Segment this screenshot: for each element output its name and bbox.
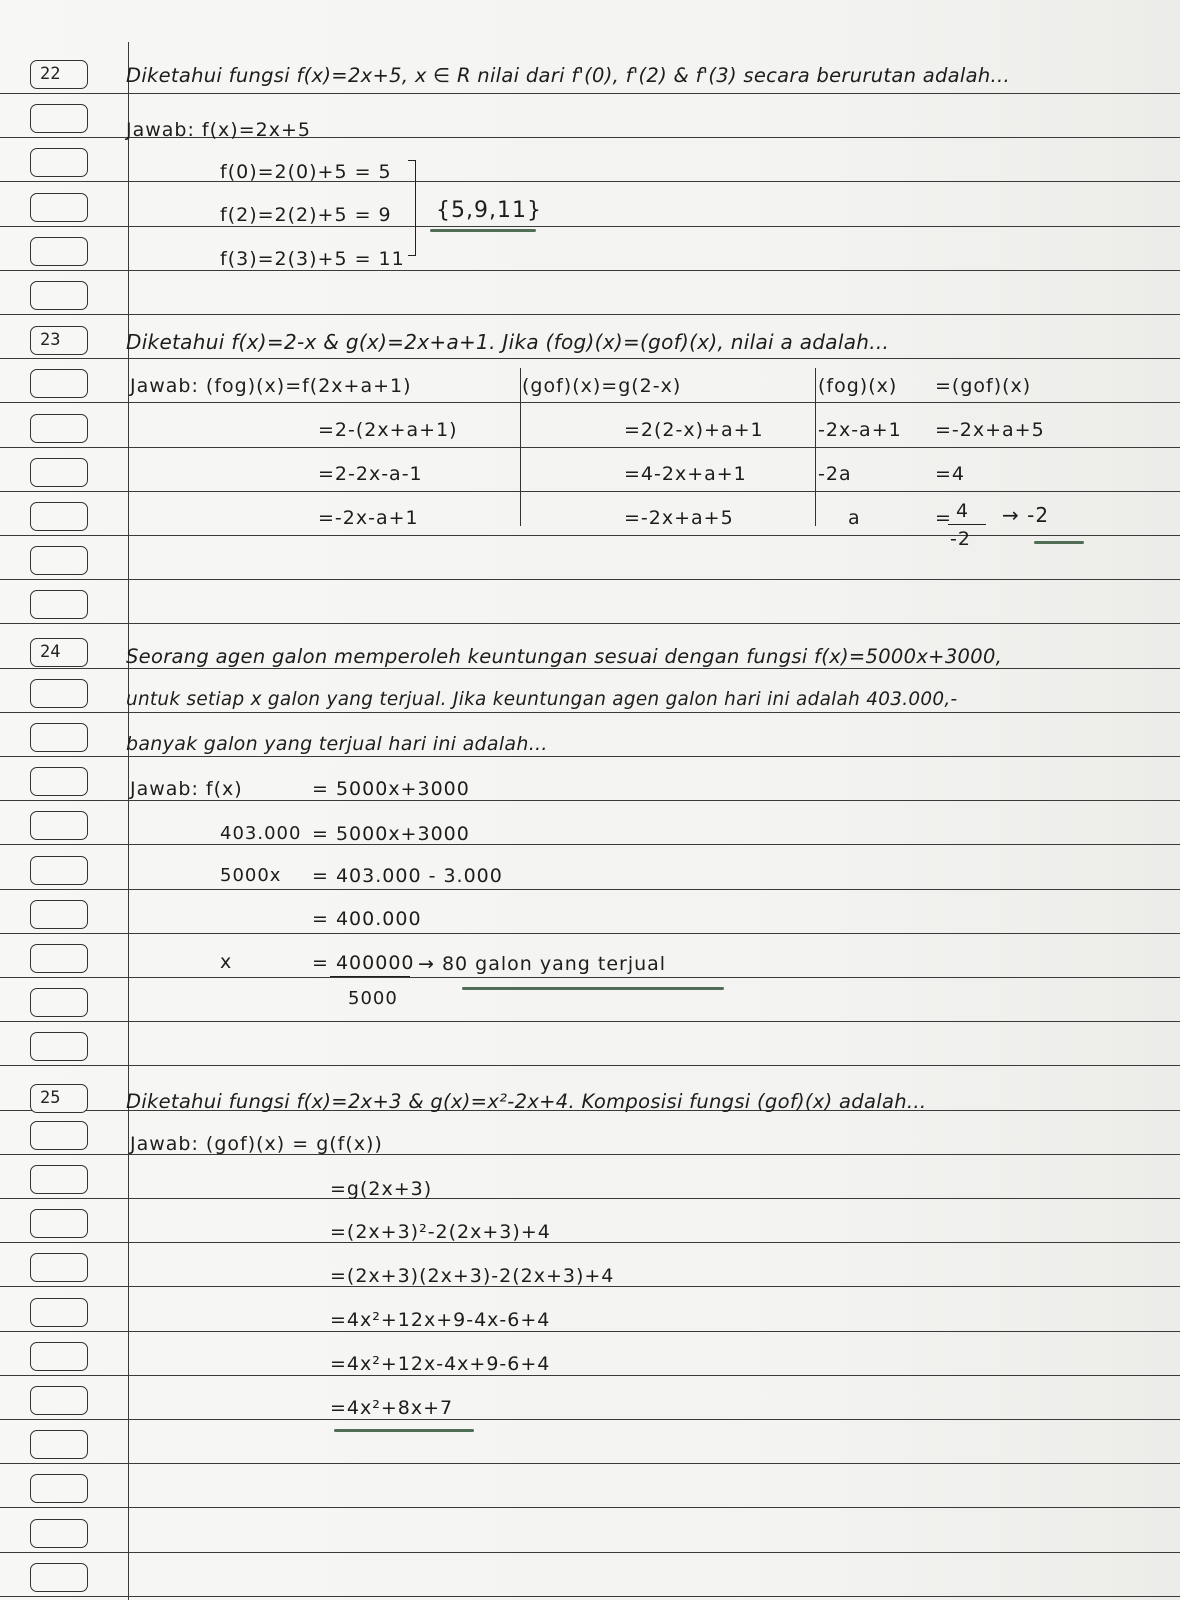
answer-intro: Jawab: (gof)(x) = g(f(x)) — [130, 1133, 383, 1155]
fraction-numerator: = 400000 — [312, 952, 415, 974]
empty-margin-box — [30, 1474, 88, 1503]
empty-margin-box — [30, 767, 88, 796]
empty-margin-box — [30, 546, 88, 575]
result: → 80 galon yang terjual — [418, 953, 667, 975]
step-line: -2a — [818, 463, 852, 485]
empty-margin-box — [30, 1298, 88, 1327]
empty-margin-box — [30, 369, 88, 398]
ruled-line — [0, 1242, 1180, 1243]
empty-margin-box — [30, 1209, 88, 1238]
ruled-line — [0, 181, 1180, 182]
fraction-denominator: 5000 — [348, 988, 398, 1009]
empty-margin-box — [30, 1121, 88, 1150]
ruled-line — [0, 1198, 1180, 1199]
empty-margin-box — [30, 237, 88, 266]
problem-number: 23 — [40, 330, 61, 350]
empty-margin-box — [30, 148, 88, 177]
ruled-line — [0, 491, 1180, 492]
problem-number-box — [30, 1084, 88, 1113]
ruled-line — [0, 800, 1180, 801]
step-line: = 403.000 - 3.000 — [312, 865, 503, 887]
empty-margin-box — [30, 723, 88, 752]
question-text: Seorang agen galon memperoleh keuntungan sesuai dengan fungsi f(x)=5000x+3000, — [126, 645, 1003, 668]
problem-number-box — [30, 326, 88, 355]
problem-number: 22 — [40, 64, 61, 84]
ruled-line — [0, 1021, 1180, 1022]
step-line: f(2)=2(2)+5 = 9 — [220, 204, 392, 226]
ruled-line — [0, 402, 1180, 403]
step-line: =(2x+3)(2x+3)-2(2x+3)+4 — [330, 1265, 615, 1287]
fraction-denominator: -2 — [950, 528, 971, 550]
step-line: (fog)(x) — [818, 375, 898, 397]
fraction-numerator: 4 — [956, 500, 970, 522]
ruled-line — [0, 93, 1180, 94]
empty-margin-box — [30, 944, 88, 973]
ruled-line — [0, 1463, 1180, 1464]
ruled-line — [0, 226, 1180, 227]
ruled-line — [0, 933, 1180, 934]
step-line: Jawab: (fog)(x)=f(2x+a+1) — [130, 375, 412, 397]
empty-margin-box — [30, 1342, 88, 1371]
empty-margin-box — [30, 1386, 88, 1415]
step-line: =4 — [935, 463, 966, 485]
empty-margin-box — [30, 811, 88, 840]
ruled-line — [0, 712, 1180, 713]
step-line: =2-2x-a-1 — [318, 463, 423, 485]
result: {5,9,11} — [436, 198, 542, 223]
answer-intro: Jawab: f(x)=2x+5 — [126, 119, 311, 141]
ruled-line — [0, 1375, 1180, 1376]
ruled-line — [0, 447, 1180, 448]
step-line: (gof)(x)=g(2-x) — [522, 375, 682, 397]
empty-margin-box — [30, 679, 88, 708]
step-line: f(0)=2(0)+5 = 5 — [220, 161, 392, 183]
step-line: = 400.000 — [312, 908, 422, 930]
step-line: Jawab: f(x) — [130, 778, 243, 800]
ruled-line — [0, 623, 1180, 624]
ruled-line — [0, 756, 1180, 757]
step-line: =-2x+a+5 — [935, 419, 1045, 441]
empty-margin-box — [30, 856, 88, 885]
step-line: =g(2x+3) — [330, 1178, 433, 1200]
empty-margin-box — [30, 1165, 88, 1194]
problem-number: 24 — [40, 642, 61, 662]
empty-margin-box — [30, 988, 88, 1017]
ruled-line — [0, 1419, 1180, 1420]
column-divider — [520, 368, 521, 526]
step-line: =2(2-x)+a+1 — [624, 419, 764, 441]
empty-margin-box — [30, 1253, 88, 1282]
step-line: =2-(2x+a+1) — [318, 419, 458, 441]
ruled-line — [0, 270, 1180, 271]
question-text: Diketahui fungsi f(x)=2x+3 & g(x)=x²-2x+4. Komposisi fungsi (gof)(x) adalah... — [126, 1090, 927, 1113]
highlight-underline — [430, 229, 536, 232]
ruled-line — [0, 314, 1180, 315]
empty-margin-box — [30, 458, 88, 487]
question-text: Diketahui fungsi f(x)=2x+5, x ∈ R nilai dari f'(0), f'(2) & f'(3) secara berurutan adalah... — [126, 64, 1011, 87]
fraction-bar — [330, 976, 410, 977]
step-line: = 5000x+3000 — [312, 778, 470, 800]
step-line: =4x²+12x+9-4x-6+4 — [330, 1309, 551, 1331]
problem-number-box — [30, 638, 88, 667]
step-line: =-2x-a+1 — [318, 507, 419, 529]
step-line: a — [848, 507, 861, 529]
empty-margin-box — [30, 414, 88, 443]
question-text: untuk setiap x galon yang terjual. Jika keuntungan agen galon hari ini adalah 403.000,- — [126, 689, 958, 710]
ruled-line — [0, 668, 1180, 669]
step-line: =4x²+8x+7 — [330, 1397, 454, 1419]
highlight-underline — [1034, 541, 1084, 544]
step-line: =(gof)(x) — [935, 375, 1032, 397]
empty-margin-box — [30, 1563, 88, 1592]
step-line: x — [220, 951, 233, 973]
result: → -2 — [1002, 503, 1050, 527]
step-line: f(3)=2(3)+5 = 11 — [220, 248, 405, 270]
fraction-bar — [948, 524, 986, 525]
ruled-line — [0, 1596, 1180, 1597]
step-line: = 5000x+3000 — [312, 823, 470, 845]
empty-margin-box — [30, 193, 88, 222]
step-line: =4x²+12x-4x+9-6+4 — [330, 1353, 551, 1375]
step-line: = — [935, 507, 952, 529]
ruled-line — [0, 1507, 1180, 1508]
ruled-line — [0, 1331, 1180, 1332]
step-line: 403.000 — [220, 823, 302, 844]
step-line: -2x-a+1 — [818, 419, 902, 441]
empty-margin-box — [30, 1430, 88, 1459]
empty-margin-box — [30, 281, 88, 310]
bracket — [408, 160, 416, 256]
question-text: Diketahui f(x)=2-x & g(x)=2x+a+1. Jika (fog)(x)=(gof)(x), nilai a adalah... — [126, 330, 890, 354]
ruled-line — [0, 889, 1180, 890]
ruled-line — [0, 535, 1180, 536]
margin-line — [128, 42, 129, 1600]
empty-margin-box — [30, 104, 88, 133]
column-divider — [815, 368, 816, 526]
ruled-line — [0, 358, 1180, 359]
step-line: =-2x+a+5 — [624, 507, 734, 529]
highlight-underline — [334, 1429, 474, 1432]
empty-margin-box — [30, 1519, 88, 1548]
ruled-line — [0, 844, 1180, 845]
problem-number: 25 — [40, 1088, 61, 1108]
ruled-line — [0, 977, 1180, 978]
empty-margin-box — [30, 900, 88, 929]
step-line: =(2x+3)²-2(2x+3)+4 — [330, 1221, 551, 1243]
step-line: 5000x — [220, 865, 282, 886]
step-line: =4-2x+a+1 — [624, 463, 747, 485]
empty-margin-box — [30, 502, 88, 531]
ruled-line — [0, 1065, 1180, 1066]
empty-margin-box — [30, 590, 88, 619]
problem-number-box — [30, 60, 88, 89]
question-text: banyak galon yang terjual hari ini adalah... — [126, 733, 548, 755]
ruled-line — [0, 1552, 1180, 1553]
ruled-line — [0, 579, 1180, 580]
highlight-underline — [462, 987, 724, 990]
empty-margin-box — [30, 1032, 88, 1061]
